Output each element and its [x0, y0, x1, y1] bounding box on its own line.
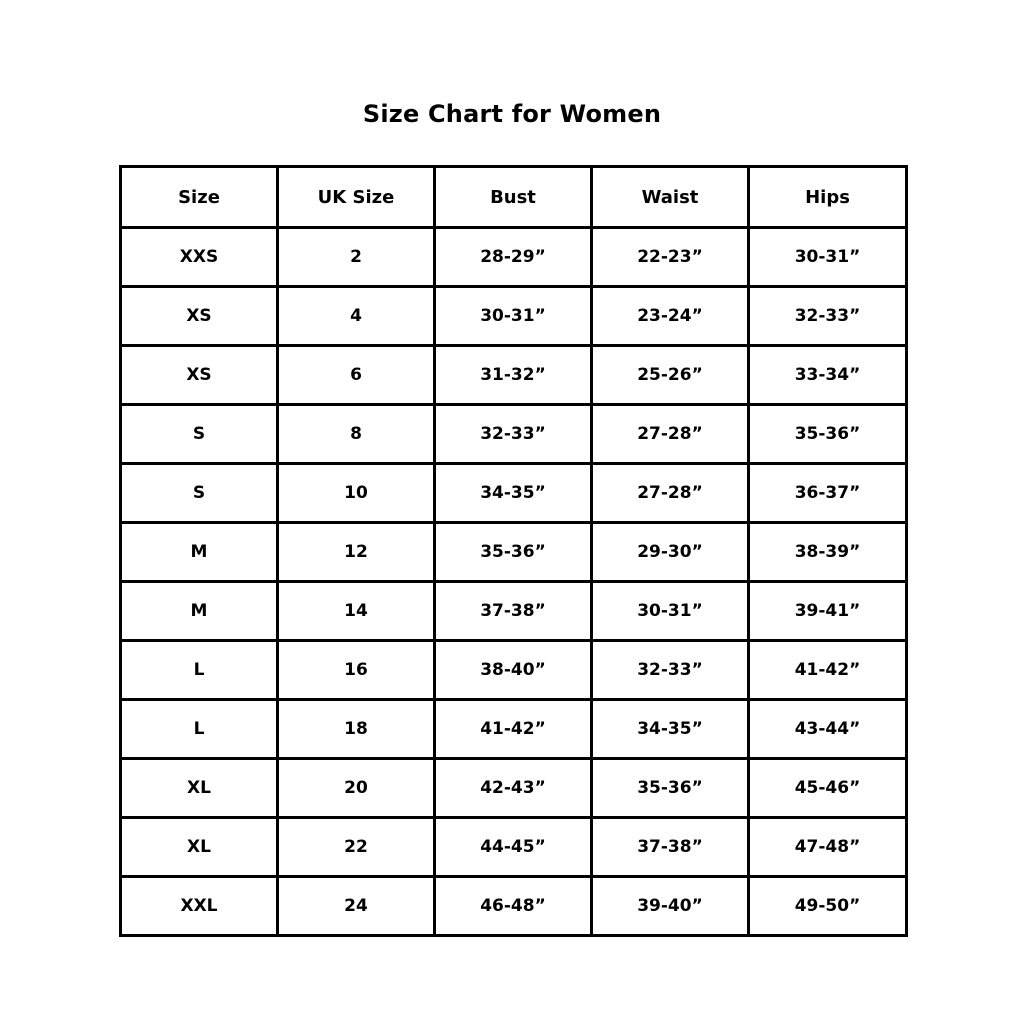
cell-size: M — [121, 523, 278, 582]
cell-uk-size: 8 — [278, 405, 435, 464]
cell-uk-size: 24 — [278, 877, 435, 936]
cell-size: S — [121, 464, 278, 523]
cell-waist: 27-28” — [592, 464, 749, 523]
table-row — [121, 287, 907, 346]
cell-hips: 39-41” — [749, 582, 907, 641]
table-row — [121, 523, 907, 582]
cell-uk-size: 6 — [278, 346, 435, 405]
cell-size: XL — [121, 759, 278, 818]
cell-uk-size: 2 — [278, 228, 435, 287]
cell-uk-size: 10 — [278, 464, 435, 523]
cell-hips: 35-36” — [749, 405, 907, 464]
cell-bust: 37-38” — [435, 582, 592, 641]
table-body — [121, 228, 907, 936]
cell-size: L — [121, 641, 278, 700]
cell-waist: 34-35” — [592, 700, 749, 759]
cell-size: XL — [121, 818, 278, 877]
table-row — [121, 346, 907, 405]
cell-size: XXS — [121, 228, 278, 287]
cell-waist: 22-23” — [592, 228, 749, 287]
cell-hips: 33-34” — [749, 346, 907, 405]
cell-bust: 31-32” — [435, 346, 592, 405]
table-row — [121, 759, 907, 818]
table-row — [121, 464, 907, 523]
column-header-bust: Bust — [435, 167, 592, 228]
cell-waist: 32-33” — [592, 641, 749, 700]
cell-size: M — [121, 582, 278, 641]
cell-uk-size: 12 — [278, 523, 435, 582]
cell-bust: 46-48” — [435, 877, 592, 936]
cell-uk-size: 4 — [278, 287, 435, 346]
cell-uk-size: 18 — [278, 700, 435, 759]
cell-bust: 28-29” — [435, 228, 592, 287]
cell-uk-size: 16 — [278, 641, 435, 700]
table-row — [121, 405, 907, 464]
cell-uk-size: 20 — [278, 759, 435, 818]
cell-hips: 38-39” — [749, 523, 907, 582]
size-chart-table — [119, 165, 908, 937]
column-header-size: Size — [121, 167, 278, 228]
cell-bust: 44-45” — [435, 818, 592, 877]
cell-bust: 38-40” — [435, 641, 592, 700]
cell-waist: 39-40” — [592, 877, 749, 936]
cell-size: XXL — [121, 877, 278, 936]
cell-bust: 32-33” — [435, 405, 592, 464]
cell-uk-size: 22 — [278, 818, 435, 877]
cell-bust: 35-36” — [435, 523, 592, 582]
table-row — [121, 582, 907, 641]
cell-waist: 25-26” — [592, 346, 749, 405]
cell-hips: 45-46” — [749, 759, 907, 818]
cell-bust: 30-31” — [435, 287, 592, 346]
cell-waist: 37-38” — [592, 818, 749, 877]
cell-hips: 49-50” — [749, 877, 907, 936]
cell-hips: 47-48” — [749, 818, 907, 877]
cell-size: L — [121, 700, 278, 759]
cell-hips: 36-37” — [749, 464, 907, 523]
column-header-waist: Waist — [592, 167, 749, 228]
cell-bust: 34-35” — [435, 464, 592, 523]
cell-hips: 32-33” — [749, 287, 907, 346]
cell-hips: 41-42” — [749, 641, 907, 700]
cell-hips: 30-31” — [749, 228, 907, 287]
cell-bust: 41-42” — [435, 700, 592, 759]
table-header — [121, 167, 907, 228]
column-header-hips: Hips — [749, 167, 907, 228]
cell-waist: 30-31” — [592, 582, 749, 641]
table-row — [121, 877, 907, 936]
cell-hips: 43-44” — [749, 700, 907, 759]
cell-waist: 35-36” — [592, 759, 749, 818]
table-row — [121, 641, 907, 700]
column-header-uk-size: UK Size — [278, 167, 435, 228]
cell-uk-size: 14 — [278, 582, 435, 641]
size-chart-table-wrapper — [119, 165, 905, 937]
table-row — [121, 700, 907, 759]
cell-size: S — [121, 405, 278, 464]
page-title: Size Chart for Women — [362, 100, 662, 128]
cell-waist: 27-28” — [592, 405, 749, 464]
cell-bust: 42-43” — [435, 759, 592, 818]
table-row — [121, 228, 907, 287]
table-header-row — [121, 167, 907, 228]
cell-waist: 23-24” — [592, 287, 749, 346]
cell-size: XS — [121, 287, 278, 346]
cell-waist: 29-30” — [592, 523, 749, 582]
cell-size: XS — [121, 346, 278, 405]
table-row — [121, 818, 907, 877]
